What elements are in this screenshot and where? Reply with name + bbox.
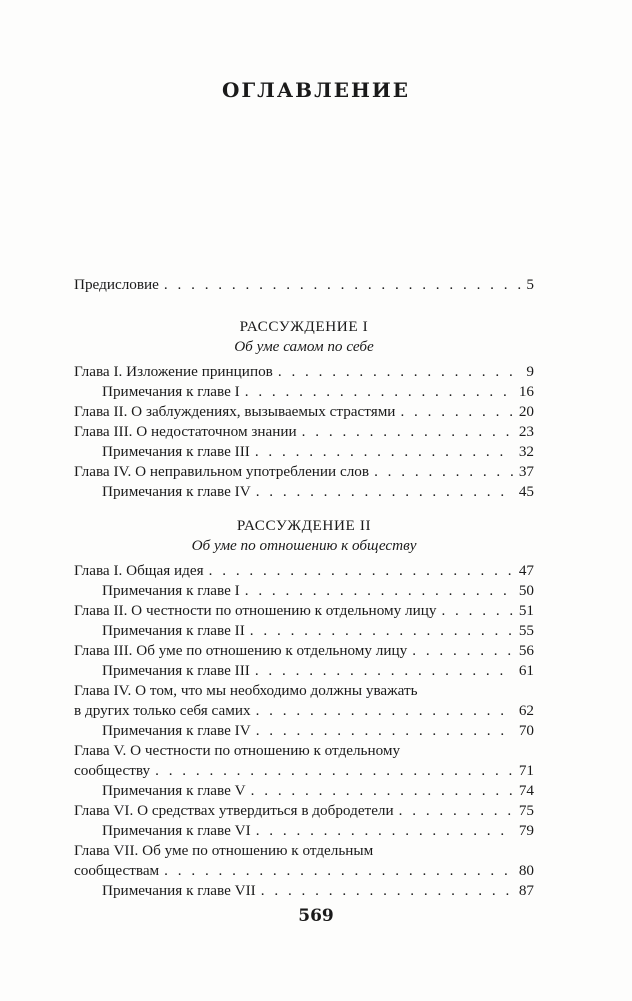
toc-entry-title: сообществу bbox=[74, 762, 151, 779]
toc-entry-page: 37 bbox=[518, 463, 534, 480]
leader-dots bbox=[399, 801, 514, 821]
toc-entry-page: 75 bbox=[518, 802, 534, 819]
leader-dots bbox=[256, 482, 514, 502]
toc-entry-page: 9 bbox=[526, 363, 534, 380]
toc-entry[interactable] bbox=[74, 741, 534, 781]
toc-entry[interactable] bbox=[74, 561, 534, 581]
leader-dots bbox=[251, 781, 514, 801]
toc-entry[interactable] bbox=[74, 801, 534, 821]
toc-entry[interactable] bbox=[74, 601, 534, 621]
toc-entry[interactable] bbox=[74, 462, 534, 482]
part-subtitle: Об уме самом по себе bbox=[234, 338, 374, 355]
table-of-contents bbox=[74, 275, 534, 901]
toc-entry-page: 79 bbox=[518, 822, 534, 839]
toc-entry-title: Глава II. О заблуждениях, вызываемых страстями bbox=[74, 403, 396, 420]
toc-entry-notes[interactable] bbox=[74, 721, 534, 741]
toc-entry-page: 20 bbox=[518, 403, 534, 420]
toc-entry-notes[interactable] bbox=[74, 881, 534, 901]
leader-dots bbox=[164, 861, 514, 881]
toc-entry-page: 74 bbox=[518, 782, 534, 799]
toc-entry-notes[interactable] bbox=[74, 661, 534, 681]
toc-entry-page: 16 bbox=[518, 383, 534, 400]
toc-entry-notes[interactable] bbox=[74, 621, 534, 641]
part-subtitle: Об уме по отношению к обществу bbox=[191, 537, 417, 554]
toc-entry-title: Примечания к главе III bbox=[102, 443, 250, 460]
leader-dots bbox=[441, 601, 513, 621]
toc-entry-notes[interactable] bbox=[74, 482, 534, 502]
toc-entry-title: Примечания к главе IV bbox=[102, 722, 251, 739]
leader-dots bbox=[412, 641, 514, 661]
toc-entry-title: Предисловие bbox=[74, 276, 159, 293]
toc-entry-page: 51 bbox=[518, 602, 534, 619]
toc-entry-title: Примечания к главе VII bbox=[102, 882, 256, 899]
toc-entry-title: Глава III. О недостаточном знании bbox=[74, 423, 297, 440]
page-number: 569 bbox=[298, 906, 334, 926]
toc-entry-title: Глава III. Об уме по отношению к отдельному лицу bbox=[74, 642, 408, 659]
toc-entry-title: сообществам bbox=[74, 862, 160, 879]
toc-entry-page: 55 bbox=[518, 622, 534, 639]
part-heading: РАССУЖДЕНИЕ I bbox=[239, 318, 369, 335]
leader-dots bbox=[261, 881, 514, 901]
toc-entry-title: Глава VI. О средствах утвердиться в добродетели bbox=[74, 802, 394, 819]
leader-dots bbox=[400, 402, 513, 422]
toc-entry[interactable] bbox=[74, 362, 534, 382]
leader-dots bbox=[256, 721, 514, 741]
toc-entry-page: 87 bbox=[518, 882, 534, 899]
toc-entry-title: Примечания к главе I bbox=[102, 582, 240, 599]
toc-entry-notes[interactable] bbox=[74, 821, 534, 841]
leader-dots bbox=[209, 561, 514, 581]
toc-entry-page: 23 bbox=[518, 423, 534, 440]
toc-entry-notes[interactable] bbox=[74, 581, 534, 601]
toc-entry-title: Глава I. Общая идея bbox=[74, 562, 204, 579]
toc-entry-page: 32 bbox=[518, 443, 534, 460]
toc-entry-title-line1: Глава IV. О том, что мы необходимо должны уважать bbox=[74, 682, 418, 699]
toc-entry-notes[interactable] bbox=[74, 781, 534, 801]
leader-dots bbox=[245, 382, 514, 402]
toc-entry-page: 47 bbox=[518, 562, 534, 579]
toc-entry-title: в других только себя самих bbox=[74, 702, 251, 719]
leader-dots bbox=[255, 661, 514, 681]
toc-entry-page: 62 bbox=[518, 702, 534, 719]
leader-dots bbox=[302, 422, 514, 442]
toc-entry-preface[interactable] bbox=[74, 275, 534, 295]
toc-entry-title-line1: Глава V. О честности по отношению к отдельному bbox=[74, 742, 401, 759]
leader-dots bbox=[155, 761, 514, 781]
toc-entry-page: 70 bbox=[518, 722, 534, 739]
toc-entry-page: 45 bbox=[518, 483, 534, 500]
part-heading: РАССУЖДЕНИЕ II bbox=[236, 517, 372, 534]
toc-entry-title-line1: Глава VII. Об уме по отношению к отдельным bbox=[74, 842, 374, 859]
page-title: ОГЛАВЛЕНИЕ bbox=[221, 78, 411, 102]
toc-entry[interactable] bbox=[74, 841, 534, 881]
toc-entry-title: Примечания к главе V bbox=[102, 782, 246, 799]
toc-entry-title: Примечания к главе VI bbox=[102, 822, 251, 839]
toc-entry-title: Глава IV. О неправильном употреблении слов bbox=[74, 463, 370, 480]
toc-entry-page: 71 bbox=[518, 762, 534, 779]
leader-dots bbox=[250, 621, 514, 641]
toc-entry-page: 50 bbox=[518, 582, 534, 599]
leader-dots bbox=[164, 275, 521, 295]
toc-entry[interactable] bbox=[74, 422, 534, 442]
toc-entry[interactable] bbox=[74, 641, 534, 661]
toc-entry-title: Глава II. О честности по отношению к отдельному лицу bbox=[74, 602, 437, 619]
toc-entry-title: Примечания к главе III bbox=[102, 662, 250, 679]
toc-entry-page: 61 bbox=[518, 662, 534, 679]
toc-entry-title: Примечания к главе II bbox=[102, 622, 245, 639]
leader-dots bbox=[278, 362, 522, 382]
toc-entry-title: Примечания к главе IV bbox=[102, 483, 251, 500]
toc-entry[interactable] bbox=[74, 681, 534, 721]
toc-entry-notes[interactable] bbox=[74, 442, 534, 462]
toc-entry-page: 5 bbox=[526, 276, 534, 293]
toc-entry[interactable] bbox=[74, 402, 534, 422]
leader-dots bbox=[256, 821, 514, 841]
part-2 bbox=[74, 516, 534, 901]
toc-entry-title: Примечания к главе I bbox=[102, 383, 240, 400]
toc-entry-notes[interactable] bbox=[74, 382, 534, 402]
leader-dots bbox=[255, 442, 514, 462]
toc-entry-title: Глава I. Изложение принципов bbox=[74, 363, 273, 380]
leader-dots bbox=[374, 462, 514, 482]
toc-entry-page: 56 bbox=[518, 642, 534, 659]
leader-dots bbox=[245, 581, 514, 601]
leader-dots bbox=[256, 701, 514, 721]
toc-entry-page: 80 bbox=[518, 862, 534, 879]
part-1 bbox=[74, 317, 534, 502]
